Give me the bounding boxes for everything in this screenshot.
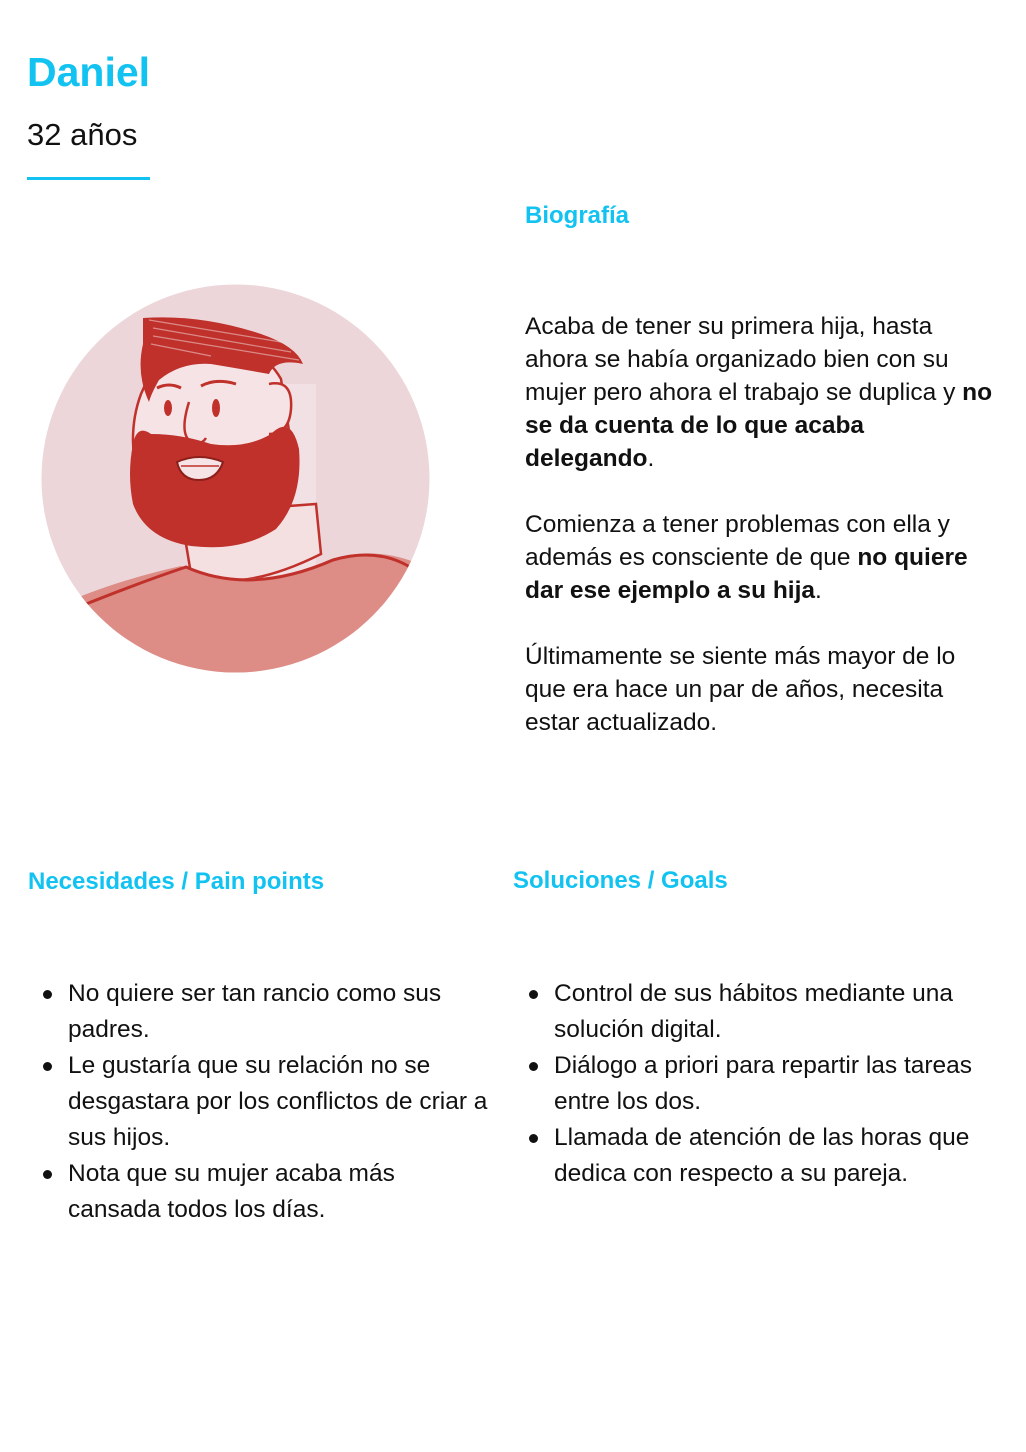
bio-p2-emphasis: no quiere dar ese ejemplo a su hija [525,544,968,604]
list-item [41,976,491,1048]
bio-p2-end: . [815,577,822,604]
bullet-icon [529,1062,538,1071]
list-item-text: Llamada de atención de las horas que dedica con respecto a su pareja. [554,1124,970,1187]
bullet-icon [529,1134,538,1143]
biography-title: Biografía [525,202,630,229]
avatar-beard [130,427,300,548]
list-item [41,1048,491,1156]
list-item [527,1048,977,1120]
bio-p2-text: Comienza a tener problemas con ella y además es consciente de que [525,511,950,571]
goals-list [527,976,977,1192]
bio-p1-end: . [647,445,655,472]
list-item-text: Le gustaría que su relación no se desgastara por los conflictos de criar a sus hijos. [68,1052,488,1151]
list-item-text: Control de sus hábitos mediante una solución digital. [554,980,954,1043]
persona-age: 32 años [27,117,138,152]
list-item-text: No quiere ser tan rancio como sus padres. [68,980,442,1043]
list-item [41,1156,491,1228]
list-item-text: Nota que su mujer acaba más cansada todos los días. [68,1160,395,1223]
bullet-icon [43,1170,52,1179]
goals-title: Soluciones / Goals [513,867,728,894]
bullet-icon [43,1062,52,1071]
bullet-icon [43,990,52,999]
title-divider [27,177,150,180]
list-item [527,1120,977,1192]
list-item-text: Diálogo a priori para repartir las tareas entre los dos. [554,1052,973,1115]
needs-title: Necesidades / Pain points [28,868,325,895]
biography-text [525,310,995,772]
bio-p1-text: Acaba de tener su primera hija, hasta ahora se había organizado bien con su mujer pero ahora el trabajo se duplica y [525,313,963,406]
list-item [527,976,977,1048]
biography-paragraph-1 [525,310,995,475]
bullet-icon [529,990,538,999]
avatar-illustration [41,284,430,673]
biography-paragraph-3: Últimamente se siente más mayor de lo que era hace un par de años, necesita estar actualizado. [525,643,956,736]
persona-name: Daniel [27,49,151,95]
biography-paragraph-2 [525,508,995,607]
needs-list [41,976,491,1228]
bio-p1-emphasis: no se da cuenta de lo que acaba delegando [525,379,993,472]
